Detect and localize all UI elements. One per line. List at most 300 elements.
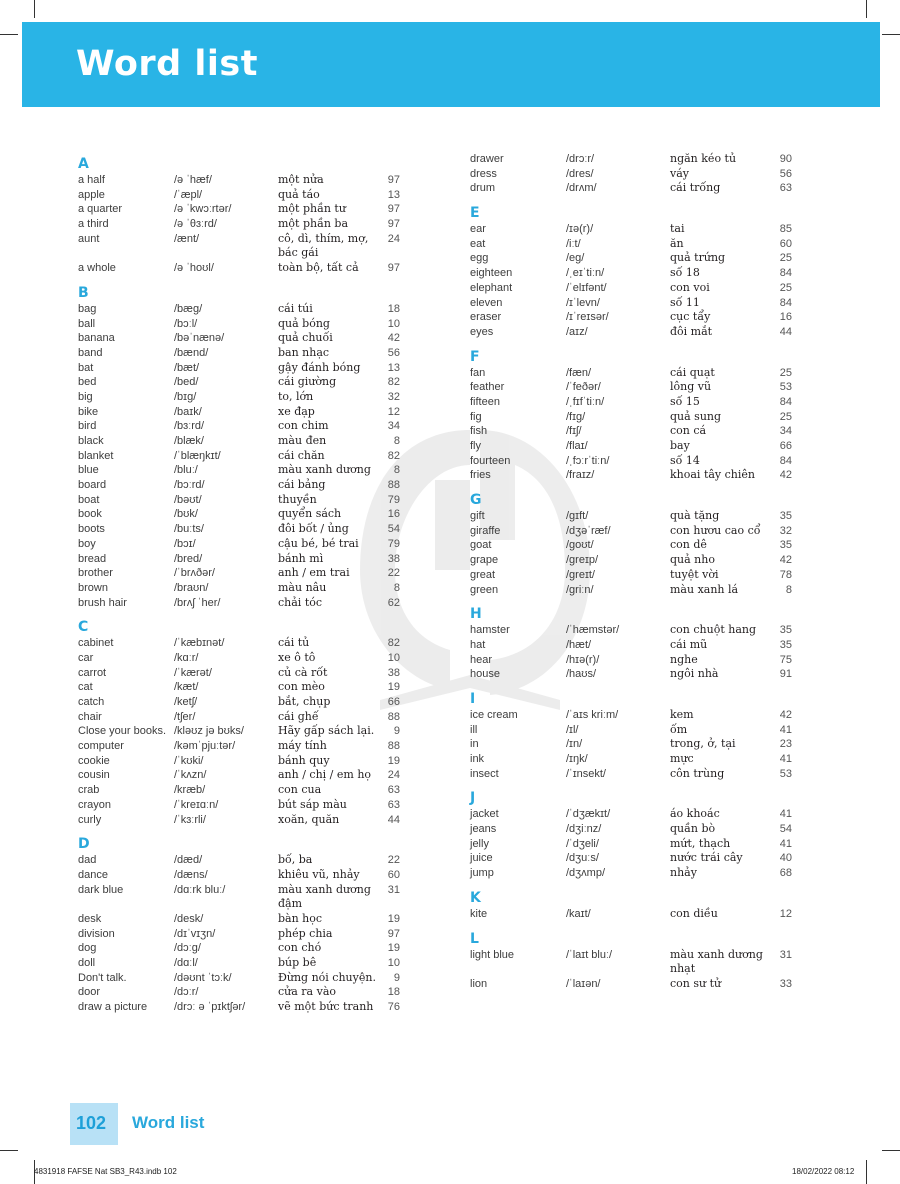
entry-ipa: /bɪg/ bbox=[174, 390, 197, 403]
entry-meaning: quà tặng bbox=[670, 509, 720, 523]
section-letter: I bbox=[470, 690, 476, 707]
entry-meaning: số 11 bbox=[670, 295, 700, 309]
entry-word: carrot bbox=[78, 666, 107, 679]
word-entry bbox=[78, 405, 418, 420]
entry-ipa: /ˈkʊki/ bbox=[174, 754, 204, 767]
word-entry bbox=[470, 395, 810, 410]
entry-ipa: /greɪt/ bbox=[566, 568, 595, 581]
entry-ipa: /bɜːrd/ bbox=[174, 420, 205, 433]
entry-page: 84 bbox=[779, 395, 792, 408]
entry-page: 54 bbox=[387, 523, 400, 536]
entry-page: 18 bbox=[387, 302, 400, 315]
word-entry bbox=[470, 281, 810, 296]
entry-meaning: cái bảng bbox=[278, 478, 326, 492]
entry-meaning: ngôi nhà bbox=[670, 667, 719, 681]
entry-word: computer bbox=[78, 740, 124, 753]
word-list-column-right bbox=[470, 152, 810, 992]
entry-page: 19 bbox=[387, 681, 400, 694]
entry-page: 8 bbox=[393, 581, 400, 594]
word-entry bbox=[78, 537, 418, 552]
entry-page: 10 bbox=[387, 957, 400, 970]
entry-ipa: /dæd/ bbox=[174, 854, 203, 867]
entry-word: jelly bbox=[470, 837, 489, 850]
entry-page: 79 bbox=[387, 493, 400, 506]
entry-meaning: mứt, thạch bbox=[670, 836, 731, 850]
entry-word: chair bbox=[78, 710, 102, 723]
entry-word: apple bbox=[78, 188, 105, 201]
entry-meaning: ngăn kéo tủ bbox=[670, 152, 737, 165]
entry-page: 24 bbox=[387, 769, 400, 782]
word-entry bbox=[78, 522, 418, 537]
entry-meaning: kem bbox=[670, 707, 694, 721]
entry-meaning: bắt, chụp bbox=[278, 695, 331, 709]
word-entry bbox=[470, 752, 810, 767]
entry-word: great bbox=[470, 568, 496, 581]
entry-page: 24 bbox=[387, 232, 400, 245]
entry-ipa: /bænd/ bbox=[174, 346, 209, 359]
entry-ipa: /greɪp/ bbox=[566, 554, 599, 567]
word-entry bbox=[78, 202, 418, 217]
entry-meaning: một phần tư bbox=[278, 202, 346, 216]
entry-page: 8 bbox=[393, 435, 400, 448]
word-list-column-left bbox=[78, 152, 418, 1015]
word-entry bbox=[78, 666, 418, 681]
word-entry bbox=[78, 768, 418, 783]
word-entry bbox=[470, 296, 810, 311]
entry-meaning: nhảy bbox=[670, 866, 697, 880]
entry-page: 12 bbox=[387, 405, 400, 418]
entry-meaning: quả bóng bbox=[278, 316, 330, 330]
entry-ipa: /ˈkɜːrli/ bbox=[174, 813, 206, 826]
word-entry bbox=[78, 478, 418, 493]
entry-meaning: anh / chị / em họ bbox=[278, 768, 372, 782]
crop-mark bbox=[0, 34, 18, 35]
entry-page: 60 bbox=[779, 237, 792, 250]
entry-ipa: /ˈkʌzn/ bbox=[174, 769, 207, 782]
entry-word: ball bbox=[78, 317, 96, 330]
entry-page: 82 bbox=[387, 449, 400, 462]
entry-word: fly bbox=[470, 440, 481, 452]
entry-word: ink bbox=[470, 753, 485, 765]
page-number-box bbox=[70, 1103, 118, 1145]
entry-ipa: /griːn/ bbox=[566, 583, 594, 596]
entry-ipa: /ˈkreɪɑːn/ bbox=[174, 798, 219, 811]
word-entry bbox=[470, 948, 810, 977]
entry-ipa: /kɑːr/ bbox=[174, 651, 199, 664]
entry-meaning: vẽ một bức tranh bbox=[278, 1000, 374, 1014]
entry-page: 68 bbox=[779, 867, 792, 880]
entry-page: 60 bbox=[387, 868, 400, 881]
entry-meaning: cái túi bbox=[278, 301, 313, 315]
entry-word: eraser bbox=[470, 311, 502, 324]
entry-page: 10 bbox=[387, 317, 400, 330]
word-entry bbox=[470, 583, 810, 598]
entry-ipa: /drɔːr/ bbox=[566, 153, 595, 165]
entry-page: 88 bbox=[387, 479, 400, 492]
entry-page: 97 bbox=[387, 262, 400, 275]
entry-page: 54 bbox=[779, 823, 792, 836]
entry-ipa: /buːts/ bbox=[174, 523, 204, 536]
entry-meaning: một phần ba bbox=[278, 217, 349, 231]
word-entry bbox=[78, 232, 418, 261]
entry-meaning: số 15 bbox=[670, 394, 700, 408]
entry-page: 66 bbox=[387, 696, 400, 709]
entry-page: 91 bbox=[779, 668, 792, 681]
entry-word: fourteen bbox=[470, 454, 511, 467]
entry-page: 44 bbox=[779, 325, 792, 338]
word-entry bbox=[470, 907, 810, 922]
word-entry bbox=[470, 568, 810, 583]
entry-meaning: cô, dì, thím, mợ, bác gái bbox=[278, 231, 369, 260]
entry-ipa: /ˈdʒeli/ bbox=[566, 837, 599, 850]
entry-page: 78 bbox=[779, 568, 792, 581]
word-entry bbox=[470, 723, 810, 738]
entry-word: fan bbox=[470, 366, 486, 379]
entry-ipa: /ˈaɪs kriːm/ bbox=[566, 708, 619, 721]
word-entry bbox=[78, 853, 418, 868]
entry-page: 82 bbox=[387, 376, 400, 389]
entry-word: dark blue bbox=[78, 883, 124, 896]
word-entry bbox=[470, 266, 810, 281]
entry-page: 85 bbox=[779, 223, 792, 236]
entry-page: 88 bbox=[387, 740, 400, 753]
entry-page: 13 bbox=[387, 188, 400, 201]
entry-word: board bbox=[78, 479, 107, 492]
entry-word: a third bbox=[78, 218, 109, 231]
entry-word: a whole bbox=[78, 262, 116, 275]
entry-ipa: /dʒiːnz/ bbox=[566, 823, 602, 836]
entry-ipa: /kləʊz jə bʊks/ bbox=[174, 725, 244, 738]
entry-word: black bbox=[78, 435, 104, 448]
word-entry bbox=[78, 783, 418, 798]
entry-page: 53 bbox=[779, 767, 792, 780]
entry-ipa: /dɔːr/ bbox=[174, 986, 199, 999]
entry-page: 19 bbox=[387, 754, 400, 767]
entry-word: eighteen bbox=[470, 267, 513, 280]
word-entry bbox=[78, 754, 418, 769]
word-entry bbox=[78, 261, 418, 276]
entry-word: bird bbox=[78, 420, 97, 433]
entry-ipa: /ænt/ bbox=[174, 232, 200, 245]
entry-page: 25 bbox=[779, 366, 792, 379]
entry-word: fish bbox=[470, 425, 488, 438]
entry-ipa: /bred/ bbox=[174, 552, 203, 565]
entry-page: 84 bbox=[779, 296, 792, 309]
entry-word: dog bbox=[78, 942, 97, 955]
entry-page: 42 bbox=[779, 469, 792, 482]
entry-ipa: /fraɪz/ bbox=[566, 469, 595, 482]
section-letter: A bbox=[78, 156, 89, 172]
entry-word: house bbox=[470, 668, 500, 681]
word-entry bbox=[78, 956, 418, 971]
entry-word: drum bbox=[470, 182, 496, 195]
word-entry bbox=[470, 623, 810, 638]
word-entry bbox=[470, 553, 810, 568]
entry-word: doll bbox=[78, 957, 96, 970]
entry-page: 63 bbox=[779, 182, 792, 195]
entry-ipa: /bəˈnænə/ bbox=[174, 332, 225, 345]
entry-ipa: /ə ˈkwɔːrtər/ bbox=[174, 203, 232, 216]
entry-ipa: /dʒuːs/ bbox=[566, 852, 599, 865]
entry-page: 35 bbox=[779, 539, 792, 552]
word-entry bbox=[470, 837, 810, 852]
entry-ipa: /ˈkærət/ bbox=[174, 666, 212, 679]
entry-page: 97 bbox=[387, 203, 400, 216]
entry-meaning: cậu bé, bé trai bbox=[278, 536, 359, 550]
entry-ipa: /bæt/ bbox=[174, 361, 200, 374]
crop-mark bbox=[882, 34, 900, 35]
entry-ipa: /bɔːl/ bbox=[174, 317, 198, 330]
entry-word: fifteen bbox=[470, 395, 500, 408]
entry-ipa: /gɪft/ bbox=[566, 510, 589, 523]
entry-ipa: /dʒəˈræf/ bbox=[566, 524, 611, 537]
word-entry bbox=[470, 851, 810, 866]
entry-meaning: cái mũ bbox=[670, 637, 708, 651]
entry-meaning: cái giường bbox=[278, 375, 337, 389]
word-entry bbox=[78, 434, 418, 449]
entry-meaning: to, lớn bbox=[278, 389, 314, 403]
entry-page: 56 bbox=[779, 167, 792, 180]
entry-page: 9 bbox=[393, 971, 400, 984]
entry-word: eat bbox=[470, 237, 486, 250]
entry-ipa: /baɪk/ bbox=[174, 405, 202, 418]
entry-page: 25 bbox=[779, 410, 792, 423]
entry-word: lion bbox=[470, 977, 488, 990]
word-entry bbox=[78, 581, 418, 596]
entry-word: goat bbox=[470, 539, 492, 552]
entry-word: aunt bbox=[78, 232, 100, 245]
page-number: 102 bbox=[76, 1113, 107, 1133]
entry-meaning: con chim bbox=[278, 419, 329, 433]
entry-page: 33 bbox=[779, 977, 792, 990]
entry-word: fries bbox=[470, 469, 491, 482]
word-entry bbox=[470, 509, 810, 524]
entry-ipa: /dres/ bbox=[566, 167, 594, 180]
entry-word: ice cream bbox=[470, 708, 518, 721]
word-entry bbox=[470, 822, 810, 837]
section-letter: F bbox=[470, 348, 480, 365]
entry-meaning: nghe bbox=[670, 652, 698, 666]
word-entry bbox=[470, 424, 810, 439]
word-entry bbox=[78, 346, 418, 361]
entry-ipa: /ˈkæbɪnət/ bbox=[174, 637, 225, 650]
word-entry bbox=[78, 317, 418, 332]
entry-page: 41 bbox=[779, 753, 792, 765]
entry-ipa: /ə ˈhæf/ bbox=[174, 174, 212, 186]
word-entry bbox=[470, 152, 810, 167]
entry-ipa: /fæn/ bbox=[566, 366, 592, 379]
entry-word: car bbox=[78, 651, 94, 664]
entry-page: 19 bbox=[387, 942, 400, 955]
word-entry bbox=[470, 866, 810, 881]
entry-ipa: /drɔː ə ˈpɪktʃər/ bbox=[174, 1001, 246, 1014]
entry-page: 76 bbox=[387, 1001, 400, 1014]
word-entry bbox=[78, 1000, 418, 1015]
entry-page: 18 bbox=[387, 986, 400, 999]
entry-word: banana bbox=[78, 332, 115, 345]
entry-ipa: /dʒʌmp/ bbox=[566, 867, 606, 880]
entry-ipa: /bɔːrd/ bbox=[174, 479, 205, 492]
entry-page: 84 bbox=[779, 454, 792, 467]
entry-ipa: /bɔɪ/ bbox=[174, 537, 196, 550]
entry-ipa: /bʊk/ bbox=[174, 508, 198, 521]
entry-meaning: xe ô tô bbox=[278, 650, 316, 664]
entry-page: 44 bbox=[387, 813, 400, 826]
word-entry bbox=[470, 181, 810, 196]
crop-mark bbox=[866, 1160, 867, 1184]
entry-page: 23 bbox=[779, 738, 792, 751]
crop-mark bbox=[34, 0, 35, 18]
entry-meaning: cái tủ bbox=[278, 636, 310, 650]
entry-meaning: tuyệt vời bbox=[670, 567, 719, 581]
entry-meaning: màu xanh dương đậm bbox=[278, 882, 371, 911]
word-entry bbox=[78, 390, 418, 405]
crop-mark bbox=[866, 0, 867, 18]
entry-ipa: /haʊs/ bbox=[566, 668, 597, 681]
page-title: Word list bbox=[76, 44, 258, 84]
entry-meaning: cái ghế bbox=[278, 709, 319, 723]
word-entry bbox=[78, 739, 418, 754]
entry-ipa: /dɑːrk bluː/ bbox=[174, 883, 226, 896]
section-letter: E bbox=[470, 205, 480, 222]
entry-page: 42 bbox=[779, 708, 792, 721]
section-letter: H bbox=[470, 606, 482, 623]
entry-meaning: nước trái cây bbox=[670, 851, 743, 865]
crop-mark bbox=[882, 1150, 900, 1151]
entry-word: light blue bbox=[470, 948, 515, 961]
entry-meaning: búp bê bbox=[278, 956, 317, 970]
entry-word: dance bbox=[78, 868, 108, 881]
entry-meaning: bố, ba bbox=[278, 853, 313, 867]
entry-word: blanket bbox=[78, 449, 114, 462]
entry-word: door bbox=[78, 986, 101, 999]
word-entry bbox=[470, 439, 810, 454]
entry-word: a half bbox=[78, 174, 105, 186]
entry-ipa: /hɪə(r)/ bbox=[566, 653, 600, 666]
entry-word: catch bbox=[78, 696, 105, 709]
entry-meaning: xoăn, quăn bbox=[278, 812, 340, 826]
entry-ipa: /ˈbrʌðər/ bbox=[174, 567, 215, 580]
entry-ipa: /dæns/ bbox=[174, 868, 208, 881]
entry-ipa: /flaɪ/ bbox=[566, 440, 588, 452]
word-entry bbox=[78, 375, 418, 390]
entry-word: grape bbox=[470, 554, 499, 567]
word-entry bbox=[78, 188, 418, 203]
word-entry bbox=[470, 807, 810, 822]
entry-word: cookie bbox=[78, 754, 110, 767]
word-entry bbox=[470, 410, 810, 425]
entry-word: desk bbox=[78, 912, 102, 925]
entry-meaning: con dê bbox=[670, 538, 707, 552]
print-slug-date: 18/02/2022 08:12 bbox=[792, 1167, 855, 1176]
entry-meaning: con cua bbox=[278, 783, 322, 797]
entry-meaning: màu xanh dương nhạt bbox=[670, 947, 763, 976]
entry-page: 12 bbox=[779, 907, 792, 920]
entry-page: 31 bbox=[387, 883, 400, 896]
entry-meaning: máy tính bbox=[278, 739, 327, 753]
word-entry bbox=[470, 380, 810, 395]
word-entry bbox=[470, 524, 810, 539]
entry-ipa: /ˈelɪfənt/ bbox=[566, 281, 607, 294]
entry-page: 32 bbox=[779, 524, 792, 537]
entry-word: eleven bbox=[470, 296, 503, 309]
word-entry bbox=[78, 971, 418, 986]
word-entry bbox=[78, 636, 418, 651]
word-entry bbox=[470, 737, 810, 752]
entry-page: 42 bbox=[779, 554, 792, 567]
entry-page: 38 bbox=[387, 552, 400, 565]
entry-page: 42 bbox=[387, 332, 400, 345]
word-entry bbox=[470, 325, 810, 340]
entry-word: dress bbox=[470, 167, 497, 180]
entry-meaning: ốm bbox=[670, 722, 688, 736]
entry-page: 66 bbox=[779, 440, 792, 452]
word-entry bbox=[470, 767, 810, 782]
entry-word: green bbox=[470, 583, 499, 596]
entry-ipa: /brʌʃ ˈher/ bbox=[174, 596, 221, 609]
entry-word: bike bbox=[78, 405, 99, 418]
entry-meaning: con sư tử bbox=[670, 976, 722, 990]
section-letter: B bbox=[78, 284, 89, 301]
word-entry bbox=[78, 985, 418, 1000]
word-entry bbox=[78, 552, 418, 567]
entry-meaning: quả trứng bbox=[670, 251, 726, 265]
section-letter: C bbox=[78, 619, 89, 636]
entry-meaning: quần bò bbox=[670, 822, 716, 836]
entry-page: 35 bbox=[779, 624, 792, 637]
entry-ipa: /eg/ bbox=[566, 252, 585, 265]
word-entry bbox=[78, 651, 418, 666]
entry-ipa: /dɔːg/ bbox=[174, 942, 201, 955]
entry-page: 34 bbox=[387, 420, 400, 433]
entry-meaning: phép chia bbox=[278, 926, 333, 940]
entry-ipa: /ˌeɪˈtiːn/ bbox=[566, 267, 605, 280]
entry-page: 25 bbox=[779, 252, 792, 265]
entry-meaning: con hươu cao cổ bbox=[670, 523, 761, 537]
entry-meaning: củ cà rốt bbox=[278, 665, 328, 679]
word-entry bbox=[78, 361, 418, 376]
entry-word: brother bbox=[78, 567, 113, 580]
entry-meaning: côn trùng bbox=[670, 766, 725, 780]
entry-ipa: /desk/ bbox=[174, 912, 204, 925]
entry-page: 22 bbox=[387, 567, 400, 580]
entry-ipa: /drʌm/ bbox=[566, 182, 597, 195]
word-entry bbox=[78, 566, 418, 581]
entry-word: bed bbox=[78, 376, 97, 389]
entry-meaning: con mèo bbox=[278, 680, 325, 694]
entry-meaning: bay bbox=[670, 439, 690, 452]
entry-ipa: /kəmˈpjuːtər/ bbox=[174, 740, 236, 753]
entry-ipa: /kræb/ bbox=[174, 784, 206, 797]
entry-meaning: số 18 bbox=[670, 266, 700, 280]
entry-ipa: /kæt/ bbox=[174, 681, 199, 694]
word-entry bbox=[470, 653, 810, 668]
entry-meaning: lông vũ bbox=[670, 380, 712, 394]
entry-ipa: /bæg/ bbox=[174, 302, 203, 315]
entry-meaning: chải tóc bbox=[278, 595, 323, 609]
entry-word: hat bbox=[470, 638, 486, 651]
word-entry bbox=[470, 454, 810, 469]
word-entry bbox=[78, 868, 418, 883]
entry-ipa: /ə ˈhoʊl/ bbox=[174, 262, 214, 275]
entry-ipa: /ˈɪnsekt/ bbox=[566, 767, 606, 780]
entry-word: cabinet bbox=[78, 637, 114, 650]
entry-page: 63 bbox=[387, 784, 400, 797]
entry-page: 79 bbox=[387, 537, 400, 550]
entry-meaning: khoai tây chiên bbox=[670, 468, 755, 482]
word-entry bbox=[78, 941, 418, 956]
entry-meaning: khiêu vũ, nhảy bbox=[278, 867, 360, 881]
